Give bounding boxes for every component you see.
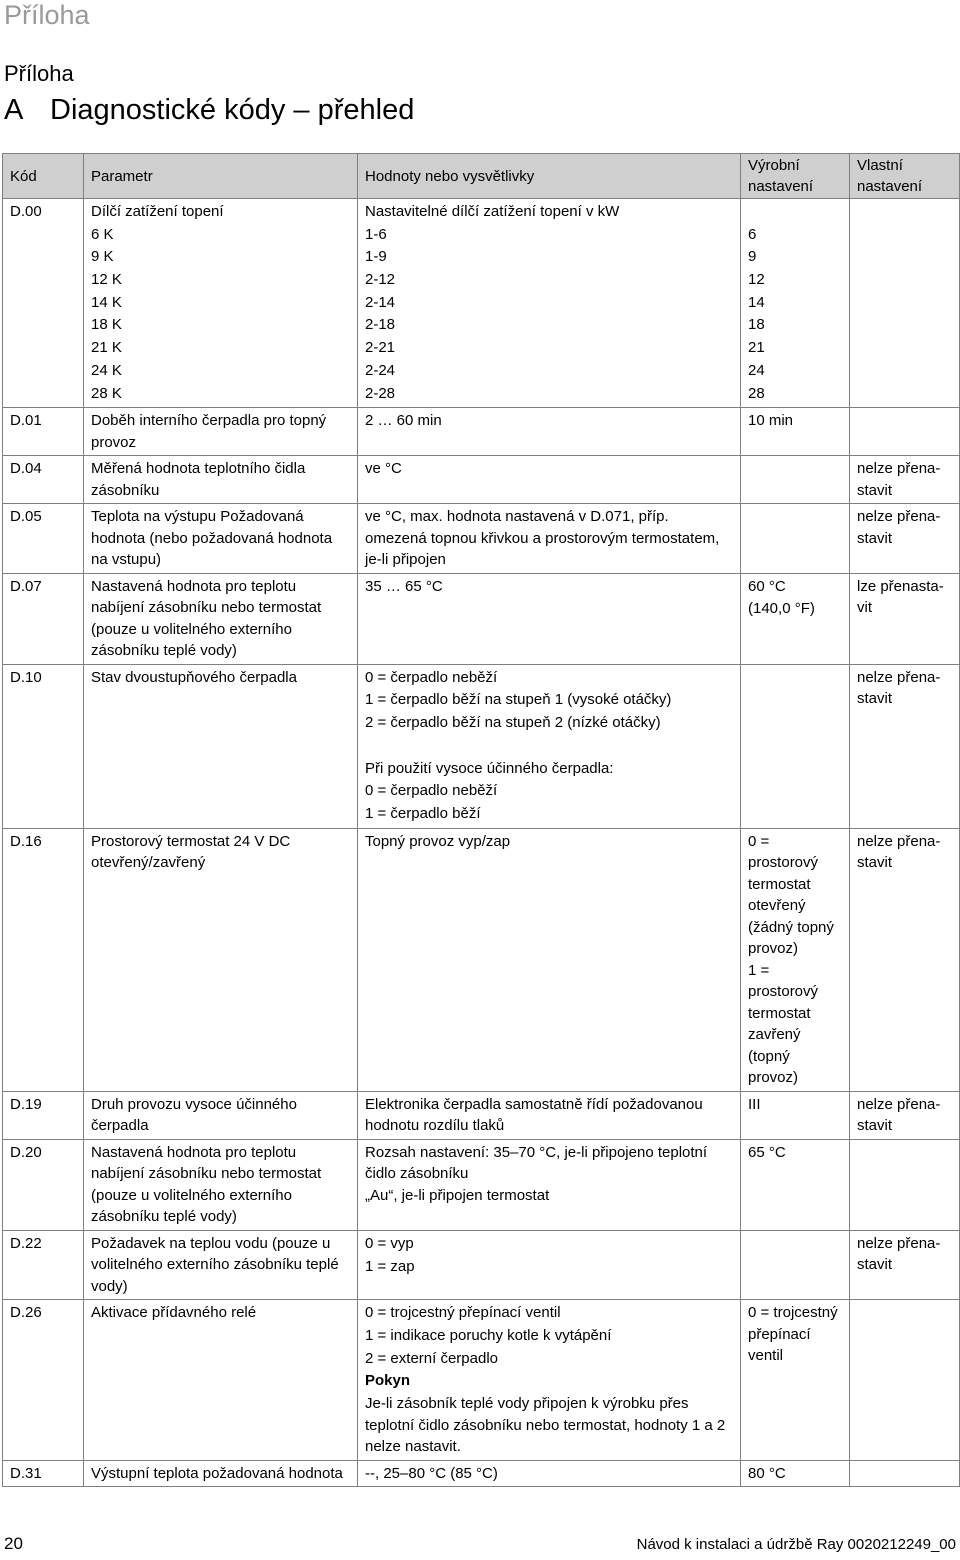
own-cell: nelze přena-stavit: [850, 456, 960, 504]
param-line: 14 K: [91, 293, 122, 311]
appendix-heading-text: Diagnostické kódy – přehled: [50, 94, 415, 126]
table-row: [3, 828, 960, 1091]
factory-line: 60 °C: [748, 577, 786, 595]
section-title: Příloha: [4, 61, 74, 86]
col-header-code: Kód: [3, 154, 84, 199]
code-cell: D.07: [3, 573, 84, 664]
factory-line: 12: [748, 271, 765, 289]
param-line: Dílčí zatížení topení: [91, 203, 224, 220]
factory-line: 9: [748, 248, 757, 266]
own-cell: nelze přena-stavit: [850, 828, 960, 1091]
factory-line: 1 = prostorový termostat zavřený (topný provoz): [748, 961, 819, 1087]
param-line: 9 K: [91, 248, 114, 266]
factory-line: 14: [748, 293, 765, 311]
table-row: [3, 1300, 960, 1460]
col-header-factory: Výrobní nastavení: [741, 154, 850, 199]
values-cell: 2 … 60 min: [358, 408, 741, 456]
values-cell: [358, 1230, 741, 1300]
param-cell: Nastavená hodnota pro teplotu nabíjení zásobníku nebo termostat (pouze u volitelného externího zásobníku teplé vody): [84, 1139, 358, 1230]
table-header-row: [3, 154, 960, 199]
factory-cell: [741, 664, 850, 828]
value-line: Rozsah nastavení: 35–70 °C, je-li připojeno teplotní čidlo zásobníku: [365, 1143, 708, 1183]
own-cell: nelze přena-stavit: [850, 1230, 960, 1300]
value-line: Při použití vysoce účinného čerpadla:: [365, 759, 614, 777]
value-line: 0 = vyp: [365, 1234, 414, 1252]
factory-line: [748, 201, 843, 224]
values-cell: Topný provoz vyp/zap: [358, 828, 741, 1091]
factory-line: 6: [748, 225, 757, 243]
values-cell: 35 … 65 °C: [358, 573, 741, 664]
code-cell: D.20: [3, 1139, 84, 1230]
value-line: 2-28: [365, 384, 396, 402]
value-line: „Au“, je-li připojen termostat: [365, 1186, 550, 1204]
table-row: [3, 573, 960, 664]
table-row: [3, 664, 960, 828]
factory-cell: [741, 1230, 850, 1300]
param-line: 18 K: [91, 316, 122, 334]
own-cell: [850, 408, 960, 456]
diagnostic-codes-table: [2, 153, 960, 1487]
table-row: [3, 504, 960, 574]
factory-line: 0 = prostorový termostat otevřený (žádný topný provoz): [748, 832, 834, 958]
value-line: 0 = čerpadlo neběží: [365, 668, 498, 686]
param-cell: Druh provozu vysoce účinného čerpadla: [84, 1091, 358, 1139]
value-line: Nastavitelné dílčí zatížení topení v kW: [365, 203, 620, 220]
factory-line: 21: [748, 339, 765, 357]
own-cell: nelze přena-stavit: [850, 1091, 960, 1139]
table-row: [3, 456, 960, 504]
value-line: 1 = indikace poruchy kotle k vytápění: [365, 1327, 612, 1344]
value-line: 2-12: [365, 271, 396, 289]
own-cell: nelze přena-stavit: [850, 664, 960, 828]
param-line: 12 K: [91, 271, 122, 289]
code-cell: D.04: [3, 456, 84, 504]
value-line: 2-24: [365, 361, 396, 379]
param-line: 6 K: [91, 225, 114, 243]
values-cell: [358, 199, 741, 408]
param-line: 28 K: [91, 384, 122, 402]
factory-cell: 65 °C: [741, 1139, 850, 1230]
param-cell: Výstupní teplota požadovaná hodnota: [84, 1460, 358, 1487]
code-cell: D.10: [3, 664, 84, 828]
value-line: 1 = čerpadlo běží na stupeň 1 (vysoké otáčky): [365, 691, 672, 709]
param-cell: [84, 199, 358, 408]
values-cell: Elektronika čerpadla samostatně řídí požadovanou hodnotu rozdílu tlaků: [358, 1091, 741, 1139]
table-row: [3, 1139, 960, 1230]
appendix-letter: A: [4, 94, 24, 126]
factory-line: (140,0 °F): [748, 600, 815, 618]
factory-cell: [741, 828, 850, 1091]
code-cell: D.19: [3, 1091, 84, 1139]
code-cell: D.26: [3, 1300, 84, 1460]
factory-line: 18: [748, 316, 765, 334]
value-line: 0 = trojcestný přepínací ventil: [365, 1304, 561, 1322]
own-cell: [850, 1139, 960, 1230]
factory-line: 24: [748, 361, 765, 379]
value-line: 1-9: [365, 248, 387, 266]
value-line: 2-21: [365, 339, 396, 357]
value-line: 0 = čerpadlo neběží: [365, 782, 498, 800]
param-line: 24 K: [91, 361, 122, 379]
param-line: 21 K: [91, 339, 122, 357]
factory-cell: [741, 504, 850, 574]
values-cell: ve °C: [358, 456, 741, 504]
factory-cell: 10 min: [741, 408, 850, 456]
code-cell: D.22: [3, 1230, 84, 1300]
value-line: 1-6: [365, 225, 387, 243]
own-cell: [850, 1300, 960, 1460]
param-cell: Měřená hodnota teplotního čidla zásobníku: [84, 456, 358, 504]
table-row: [3, 1460, 960, 1487]
own-cell: [850, 1460, 960, 1487]
values-cell: [358, 1139, 741, 1230]
factory-cell: [741, 573, 850, 664]
col-header-values: Hodnoty nebo vysvětlivky: [358, 154, 741, 199]
param-cell: Teplota na výstupu Požadovaná hodnota (nebo požadovaná hodnota na vstupu): [84, 504, 358, 574]
param-cell: Aktivace přídavného relé: [84, 1300, 358, 1460]
param-cell: Stav dvoustupňového čerpadla: [84, 664, 358, 828]
code-cell: D.00: [3, 199, 84, 408]
code-cell: D.16: [3, 828, 84, 1091]
param-cell: Požadavek na teplou vodu (pouze u volitelného externího zásobníku teplé vody): [84, 1230, 358, 1300]
col-header-parameter: Parametr: [84, 154, 358, 199]
factory-line: 28: [748, 384, 765, 402]
factory-cell: 80 °C: [741, 1460, 850, 1487]
values-cell: [358, 1300, 741, 1460]
col-header-own: Vlastní nastavení: [850, 154, 960, 199]
note-text: Je-li zásobník teplé vody připojen k výrobku přes teplotní čidlo zásobníku nebo termostat, hodnoty 1 a 2 nelze nastavit.: [365, 1395, 726, 1456]
own-cell: nelze přena-stavit: [850, 504, 960, 574]
value-line: 2-18: [365, 316, 396, 334]
table-row: [3, 1091, 960, 1139]
page-number: 20: [4, 1534, 23, 1553]
value-line: 2 = čerpadlo běží na stupeň 2 (nízké otáčky): [365, 714, 661, 732]
own-cell: [850, 199, 960, 408]
own-cell: lze přenasta-vit: [850, 573, 960, 664]
values-cell: ve °C, max. hodnota nastavená v D.071, příp. omezená topnou křivkou a prostorovým termostatem, je-li připojen: [358, 504, 741, 574]
code-cell: D.31: [3, 1460, 84, 1487]
value-line: 2 = externí čerpadlo: [365, 1349, 499, 1367]
code-cell: D.05: [3, 504, 84, 574]
value-line: 1 = čerpadlo běží: [365, 805, 481, 823]
factory-cell: [741, 199, 850, 408]
factory-cell: [741, 456, 850, 504]
value-line: 2-14: [365, 293, 396, 311]
running-header: Příloha: [4, 0, 90, 30]
appendix-heading: [4, 94, 414, 127]
param-cell: Prostorový termostat 24 V DC otevřený/zavřený: [84, 828, 358, 1091]
factory-cell: 0 = trojcestný přepínací ventil: [741, 1300, 850, 1460]
value-gap: [365, 735, 734, 758]
note-label: Pokyn: [365, 1372, 411, 1390]
values-cell: [358, 664, 741, 828]
table-row: [3, 408, 960, 456]
factory-cell: III: [741, 1091, 850, 1139]
table-row: [3, 1230, 960, 1300]
param-cell: Nastavená hodnota pro teplotu nabíjení zásobníku nebo termostat (pouze u volitelného externího zásobníku teplé vody): [84, 573, 358, 664]
document-footer: Návod k instalaci a údržbě Ray 0020212249_00: [636, 1536, 956, 1553]
values-cell: --, 25–80 °C (85 °C): [358, 1460, 741, 1487]
code-cell: D.01: [3, 408, 84, 456]
value-line: 1 = zap: [365, 1257, 415, 1275]
param-cell: Doběh interního čerpadla pro topný provoz: [84, 408, 358, 456]
table-row: [3, 199, 960, 408]
